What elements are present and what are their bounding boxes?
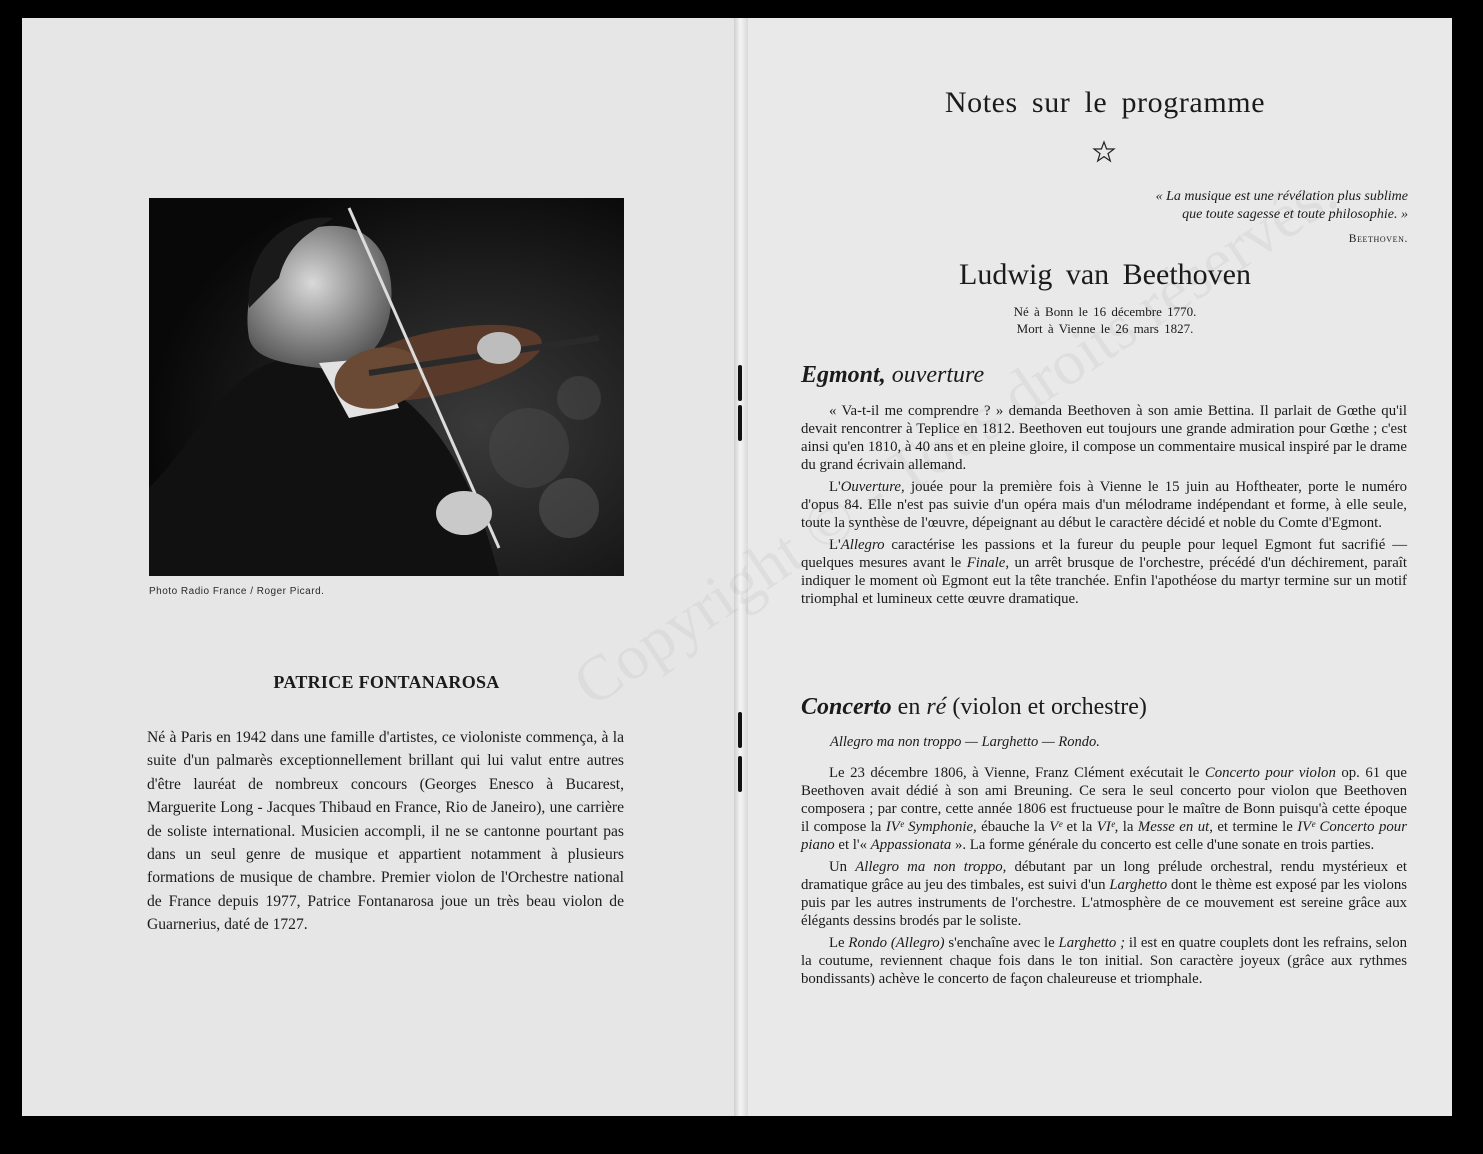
text-run: ». La forme générale du concerto est celle d'une sonate en trois parties. xyxy=(951,837,1375,853)
text-run: Rondo (Allegro) xyxy=(848,935,945,951)
staple xyxy=(738,365,742,401)
egmont-heading xyxy=(801,362,984,389)
text-run: IVᵉ Concerto pour piano xyxy=(801,819,1407,853)
quote-line: « La musique est une révélation plus sublime xyxy=(1155,189,1408,204)
text-run: dont le thème est exposé par les violons puis par les autres instruments de l'orchestre. L'atmosphère de ce mouvement est sereine grâce aux élégants dessins brodés par le soliste. xyxy=(801,877,1407,929)
epigraph-quote xyxy=(940,188,1408,224)
text-run: Vᵉ xyxy=(1049,819,1063,835)
photo-caption: Photo Radio France / Roger Picard. xyxy=(149,586,325,597)
paragraph xyxy=(801,934,1407,988)
text-run: Un xyxy=(829,859,856,875)
text-run: VIᵉ, xyxy=(1096,819,1119,835)
text-run: L' xyxy=(829,479,841,495)
text-run: Allegro ma non troppo, xyxy=(855,859,1007,875)
violinist-photo xyxy=(149,198,624,576)
composer-dates xyxy=(900,303,1310,337)
heading-word: en xyxy=(897,694,921,720)
movements-list: Allegro ma non troppo — Larghetto — Rondo. xyxy=(830,734,1100,750)
birth-line: Né à Bonn le 16 décembre 1770. xyxy=(1013,304,1197,319)
violinist-illustration xyxy=(149,198,624,576)
text-run: débutant par un long prélude orchestral, rendu mystérieux et dramatique grâce au jeu des timbales, est suivi d'un xyxy=(801,859,1407,893)
heading-work: Concerto xyxy=(801,694,892,720)
text-run: un arrêt brusque de l'orchestre, précédé d'un déchirement, paraît indiquer le moment où Egmont eut la tête tranchée. Enfin l'apothéose du martyr termine sur un motif triomphal et lumineux cette œuvre dramatique. xyxy=(801,555,1407,607)
paragraph xyxy=(801,858,1407,930)
text-run: Le 23 décembre 1806, à Vienne, Franz Clément exécutait le xyxy=(829,765,1205,781)
text-run: L' xyxy=(829,537,841,553)
text-run: jouée pour la première fois à Vienne le 15 juin au Hoftheater, porte le numéro d'opus 84. Elle n'est pas suivie d'un opéra mais d'un mélodrame indépendant et forme, à elle seule, toute la synthèse de l'œuvre, dépeignant au début le caractère décidé et noble du Comte d'Egmont. xyxy=(801,479,1407,531)
text-run: la xyxy=(1118,819,1138,835)
heading-form: (violon et orchestre) xyxy=(952,694,1147,720)
text-run: Larghetto ; xyxy=(1058,935,1126,951)
text-run: Allegro xyxy=(840,537,885,553)
text-run: Ouverture, xyxy=(840,479,905,495)
heading-key: ré xyxy=(926,694,947,720)
text-run: Appassionata xyxy=(870,837,952,853)
text-run: Le xyxy=(829,935,849,951)
staple xyxy=(738,405,742,441)
heading-form: ouverture xyxy=(891,362,985,388)
text-run: s'enchaîne avec le xyxy=(944,935,1059,951)
text-run: et termine le xyxy=(1212,819,1298,835)
text-run: ébauche la xyxy=(976,819,1050,835)
quote-line: que toute sagesse et toute philosophie. » xyxy=(1182,207,1408,222)
text-run: op. 61 que Beethoven avait dédié à son ami Breuning. Ce sera le seul concerto pour violon que Beethoven composera ; par contre, cette année 1806 est fructueuse pour le maître de Bonn puisqu'à cette époque il compose la xyxy=(801,765,1407,835)
text-run: caractérise les passions et la fureur du peuple pour lequel Egmont fut sacrifié — quelques mesures avant le xyxy=(801,537,1407,571)
page-title: Notes sur le programme xyxy=(944,86,1266,119)
heading-work: Egmont, xyxy=(801,362,886,388)
text-run: et la xyxy=(1062,819,1097,835)
death-line: Mort à Vienne le 26 mars 1827. xyxy=(1016,321,1194,336)
text-run: Finale, xyxy=(966,555,1010,571)
paragraph: « Va-t-il me comprendre ? » demanda Beethoven à son amie Bettina. Il parlait de Gœthe qu'il devait rencontrer à Teplice en 1812. Beethoven eut toujours une grande admiration pour Gœthe ; c'est ainsi qu'en 1810, à 40 ans et en pleine gloire, il compose un commentaire musical inspiré par le drame du grand écrivain allemand. xyxy=(801,403,1407,473)
star-icon xyxy=(1092,140,1116,164)
paragraph xyxy=(801,536,1407,608)
text-run: Messe en ut, xyxy=(1137,819,1213,835)
book-gutter xyxy=(734,18,748,1116)
quote-author: Beethoven. xyxy=(1348,233,1408,245)
staple xyxy=(738,712,742,748)
concerto-notes xyxy=(801,764,1407,992)
text-run: IVᵉ Symphonie, xyxy=(885,819,977,835)
text-run: il est en quatre couplets dont les refrains, selon la coutume, reviennent chaque fois dans le ton initial. Son caractère joyeux (grâce aux rythmes bondissants) achève le concerto de façon chaleureuse et triomphale. xyxy=(801,935,1407,987)
text-run: et l'« xyxy=(834,837,871,853)
bio-text: Né à Paris en 1942 dans une famille d'artistes, ce violoniste commença, à la suite d'un palmarès exceptionnellement brillant qui lui valut entre autres d'être lauréat de nombreux concours (Georges Enesco à Bucarest, Marguerite Long - Jacques Thibaud en France, Rio de Janeiro), une carrière de soliste international. Musicien accompli, il ne se cantonne pourtant pas dans un seul genre de musique et appartient notamment à plusieurs formations de musique de chambre. Premier violon de l'Orchestre national de France depuis 1977, Patrice Fontanarosa joue un très beau violon de Guarnerius, daté de 1727. xyxy=(147,729,624,934)
bio-title: PATRICE FONTANAROSA xyxy=(273,672,500,692)
egmont-notes xyxy=(801,402,1407,612)
paragraph xyxy=(801,764,1407,854)
concerto-heading xyxy=(801,694,1147,721)
paragraph xyxy=(801,478,1407,532)
text-run: Concerto pour violon xyxy=(1204,765,1336,781)
composer-name: Ludwig van Beethoven xyxy=(959,258,1251,291)
text-run: Larghetto xyxy=(1109,877,1168,893)
staple xyxy=(738,756,742,792)
